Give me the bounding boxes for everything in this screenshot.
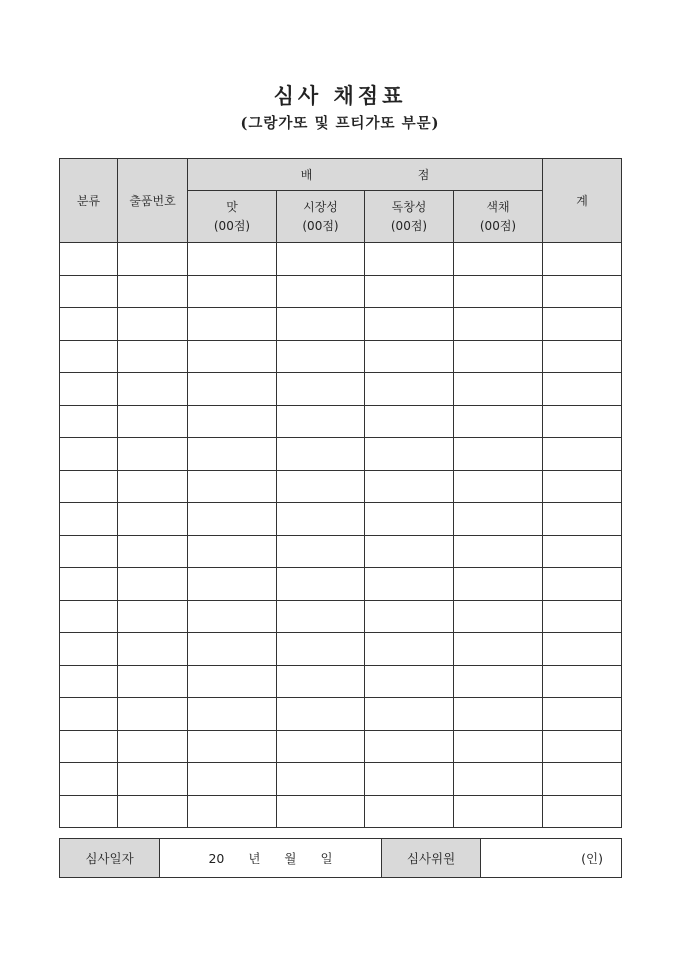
cell-taste[interactable] bbox=[188, 600, 277, 633]
cell-marketability[interactable] bbox=[277, 535, 365, 568]
cell-color[interactable] bbox=[454, 470, 543, 503]
cell-color[interactable] bbox=[454, 243, 543, 276]
criterion-points: (00점) bbox=[479, 218, 517, 233]
cell-taste[interactable] bbox=[188, 243, 277, 276]
cell-total[interactable] bbox=[543, 308, 622, 341]
table-row bbox=[60, 308, 622, 341]
cell-category[interactable] bbox=[60, 275, 118, 308]
criterion-name: 시장성 bbox=[303, 199, 338, 214]
cell-marketability[interactable] bbox=[277, 373, 365, 406]
cell-entry-number[interactable] bbox=[118, 633, 188, 666]
cell-originality[interactable] bbox=[365, 763, 454, 796]
date-field[interactable] bbox=[160, 839, 382, 878]
table-row bbox=[60, 373, 622, 406]
cell-entry-number[interactable] bbox=[118, 438, 188, 471]
cell-total[interactable] bbox=[543, 698, 622, 731]
cell-category[interactable] bbox=[60, 405, 118, 438]
cell-entry-number[interactable] bbox=[118, 373, 188, 406]
cell-entry-number[interactable] bbox=[118, 470, 188, 503]
cell-entry-number[interactable] bbox=[118, 795, 188, 828]
cell-originality[interactable] bbox=[365, 243, 454, 276]
cell-originality[interactable] bbox=[365, 698, 454, 731]
cell-originality[interactable] bbox=[365, 730, 454, 763]
table-row bbox=[60, 568, 622, 601]
header-entry-number: 출품번호 bbox=[118, 159, 188, 243]
table-row bbox=[60, 275, 622, 308]
cell-color[interactable] bbox=[454, 308, 543, 341]
cell-category[interactable] bbox=[60, 600, 118, 633]
cell-taste[interactable] bbox=[188, 665, 277, 698]
cell-taste[interactable] bbox=[188, 275, 277, 308]
criterion-points: (00점) bbox=[302, 218, 339, 233]
header-allocation-right: 점 bbox=[417, 168, 430, 182]
table-row bbox=[60, 405, 622, 438]
cell-category[interactable] bbox=[60, 373, 118, 406]
judge-label: 심사위원 bbox=[382, 839, 481, 878]
cell-taste[interactable] bbox=[188, 340, 277, 373]
cell-color[interactable] bbox=[454, 503, 543, 536]
header-allocation-left: 배 bbox=[300, 168, 313, 182]
cell-category[interactable] bbox=[60, 243, 118, 276]
table-row bbox=[60, 698, 622, 731]
cell-entry-number[interactable] bbox=[118, 763, 188, 796]
cell-marketability[interactable] bbox=[277, 665, 365, 698]
criterion-name: 색채 bbox=[486, 199, 510, 214]
cell-entry-number[interactable] bbox=[118, 275, 188, 308]
cell-total[interactable] bbox=[543, 600, 622, 633]
cell-originality[interactable] bbox=[365, 438, 454, 471]
criterion-name: 맛 bbox=[226, 199, 238, 214]
cell-taste[interactable] bbox=[188, 373, 277, 406]
cell-entry-number[interactable] bbox=[118, 568, 188, 601]
cell-marketability[interactable] bbox=[277, 470, 365, 503]
cell-color[interactable] bbox=[454, 730, 543, 763]
cell-color[interactable] bbox=[454, 275, 543, 308]
cell-entry-number[interactable] bbox=[118, 340, 188, 373]
date-label: 심사일자 bbox=[60, 839, 160, 878]
cell-originality[interactable] bbox=[365, 405, 454, 438]
cell-total[interactable] bbox=[543, 730, 622, 763]
cell-color[interactable] bbox=[454, 373, 543, 406]
criterion-points: (00점) bbox=[390, 218, 428, 233]
cell-category[interactable] bbox=[60, 763, 118, 796]
cell-color[interactable] bbox=[454, 340, 543, 373]
cell-originality[interactable] bbox=[365, 633, 454, 666]
cell-category[interactable] bbox=[60, 308, 118, 341]
cell-color[interactable] bbox=[454, 405, 543, 438]
cell-taste[interactable] bbox=[188, 535, 277, 568]
header-criterion-taste bbox=[188, 191, 277, 243]
cell-entry-number[interactable] bbox=[118, 308, 188, 341]
footer-table bbox=[59, 838, 622, 878]
table-row bbox=[60, 470, 622, 503]
cell-taste[interactable] bbox=[188, 698, 277, 731]
cell-originality[interactable] bbox=[365, 795, 454, 828]
cell-total[interactable] bbox=[543, 633, 622, 666]
cell-total[interactable] bbox=[543, 405, 622, 438]
cell-category[interactable] bbox=[60, 698, 118, 731]
cell-taste[interactable] bbox=[188, 405, 277, 438]
cell-category[interactable] bbox=[60, 340, 118, 373]
cell-total[interactable] bbox=[543, 795, 622, 828]
cell-marketability[interactable] bbox=[277, 503, 365, 536]
cell-category[interactable] bbox=[60, 633, 118, 666]
cell-color[interactable] bbox=[454, 568, 543, 601]
cell-taste[interactable] bbox=[188, 730, 277, 763]
table-row bbox=[60, 795, 622, 828]
date-month-unit: 월 bbox=[284, 851, 297, 866]
cell-marketability[interactable] bbox=[277, 308, 365, 341]
cell-originality[interactable] bbox=[365, 470, 454, 503]
cell-taste[interactable] bbox=[188, 568, 277, 601]
date-year-unit: 년 bbox=[248, 851, 261, 866]
cell-marketability[interactable] bbox=[277, 730, 365, 763]
table-row bbox=[60, 438, 622, 471]
criterion-points: (00점) bbox=[213, 218, 251, 233]
cell-taste[interactable] bbox=[188, 503, 277, 536]
cell-marketability[interactable] bbox=[277, 633, 365, 666]
cell-total[interactable] bbox=[543, 373, 622, 406]
score-table-body bbox=[60, 243, 622, 828]
cell-originality[interactable] bbox=[365, 600, 454, 633]
header-category: 분류 bbox=[60, 159, 118, 243]
page-title: 심사 채점표 bbox=[273, 83, 407, 108]
cell-entry-number[interactable] bbox=[118, 698, 188, 731]
cell-color[interactable] bbox=[454, 535, 543, 568]
judge-signature-field[interactable] bbox=[481, 839, 622, 878]
score-table bbox=[59, 158, 622, 828]
criterion-name: 독창성 bbox=[391, 199, 427, 214]
table-row bbox=[60, 633, 622, 666]
cell-originality[interactable] bbox=[365, 503, 454, 536]
cell-total[interactable] bbox=[543, 535, 622, 568]
cell-marketability[interactable] bbox=[277, 340, 365, 373]
table-row bbox=[60, 763, 622, 796]
cell-taste[interactable] bbox=[188, 763, 277, 796]
cell-total[interactable] bbox=[543, 503, 622, 536]
cell-color[interactable] bbox=[454, 633, 543, 666]
cell-originality[interactable] bbox=[365, 665, 454, 698]
cell-total[interactable] bbox=[543, 340, 622, 373]
cell-entry-number[interactable] bbox=[118, 730, 188, 763]
date-day-unit: 일 bbox=[320, 851, 333, 866]
cell-originality[interactable] bbox=[365, 275, 454, 308]
cell-category[interactable] bbox=[60, 503, 118, 536]
cell-category[interactable] bbox=[60, 535, 118, 568]
cell-originality[interactable] bbox=[365, 308, 454, 341]
cell-category[interactable] bbox=[60, 568, 118, 601]
cell-marketability[interactable] bbox=[277, 405, 365, 438]
cell-entry-number[interactable] bbox=[118, 600, 188, 633]
cell-category[interactable] bbox=[60, 438, 118, 471]
cell-marketability[interactable] bbox=[277, 600, 365, 633]
cell-marketability[interactable] bbox=[277, 568, 365, 601]
cell-entry-number[interactable] bbox=[118, 665, 188, 698]
cell-entry-number[interactable] bbox=[118, 243, 188, 276]
page-subtitle: (그랑가또 및 프티가또 부문) bbox=[240, 115, 440, 132]
cell-color[interactable] bbox=[454, 438, 543, 471]
cell-marketability[interactable] bbox=[277, 275, 365, 308]
cell-total[interactable] bbox=[543, 763, 622, 796]
cell-marketability[interactable] bbox=[277, 243, 365, 276]
table-row bbox=[60, 503, 622, 536]
cell-category[interactable] bbox=[60, 795, 118, 828]
table-row bbox=[60, 730, 622, 763]
header-criterion-color bbox=[454, 191, 543, 243]
cell-category[interactable] bbox=[60, 665, 118, 698]
cell-category[interactable] bbox=[60, 730, 118, 763]
cell-total[interactable] bbox=[543, 275, 622, 308]
seal-mark: (인) bbox=[581, 851, 603, 866]
cell-total[interactable] bbox=[543, 243, 622, 276]
cell-entry-number[interactable] bbox=[118, 535, 188, 568]
cell-category[interactable] bbox=[60, 470, 118, 503]
cell-color[interactable] bbox=[454, 763, 543, 796]
cell-marketability[interactable] bbox=[277, 795, 365, 828]
cell-taste[interactable] bbox=[188, 308, 277, 341]
cell-total[interactable] bbox=[543, 470, 622, 503]
table-row bbox=[60, 535, 622, 568]
cell-color[interactable] bbox=[454, 600, 543, 633]
date-year: 20 bbox=[208, 851, 225, 866]
cell-taste[interactable] bbox=[188, 470, 277, 503]
header-total: 계 bbox=[543, 159, 622, 243]
cell-originality[interactable] bbox=[365, 373, 454, 406]
cell-taste[interactable] bbox=[188, 438, 277, 471]
cell-color[interactable] bbox=[454, 665, 543, 698]
cell-entry-number[interactable] bbox=[118, 405, 188, 438]
cell-marketability[interactable] bbox=[277, 438, 365, 471]
header-criterion-marketability bbox=[277, 191, 365, 243]
cell-color[interactable] bbox=[454, 795, 543, 828]
cell-color[interactable] bbox=[454, 698, 543, 731]
cell-originality[interactable] bbox=[365, 340, 454, 373]
cell-marketability[interactable] bbox=[277, 698, 365, 731]
table-row bbox=[60, 340, 622, 373]
cell-marketability[interactable] bbox=[277, 763, 365, 796]
cell-taste[interactable] bbox=[188, 633, 277, 666]
table-row bbox=[60, 600, 622, 633]
cell-total[interactable] bbox=[543, 568, 622, 601]
cell-taste[interactable] bbox=[188, 795, 277, 828]
table-row bbox=[60, 243, 622, 276]
cell-total[interactable] bbox=[543, 438, 622, 471]
header-allocation bbox=[188, 159, 543, 191]
table-row bbox=[60, 665, 622, 698]
cell-total[interactable] bbox=[543, 665, 622, 698]
cell-originality[interactable] bbox=[365, 535, 454, 568]
cell-originality[interactable] bbox=[365, 568, 454, 601]
cell-entry-number[interactable] bbox=[118, 503, 188, 536]
header-criterion-originality bbox=[365, 191, 454, 243]
